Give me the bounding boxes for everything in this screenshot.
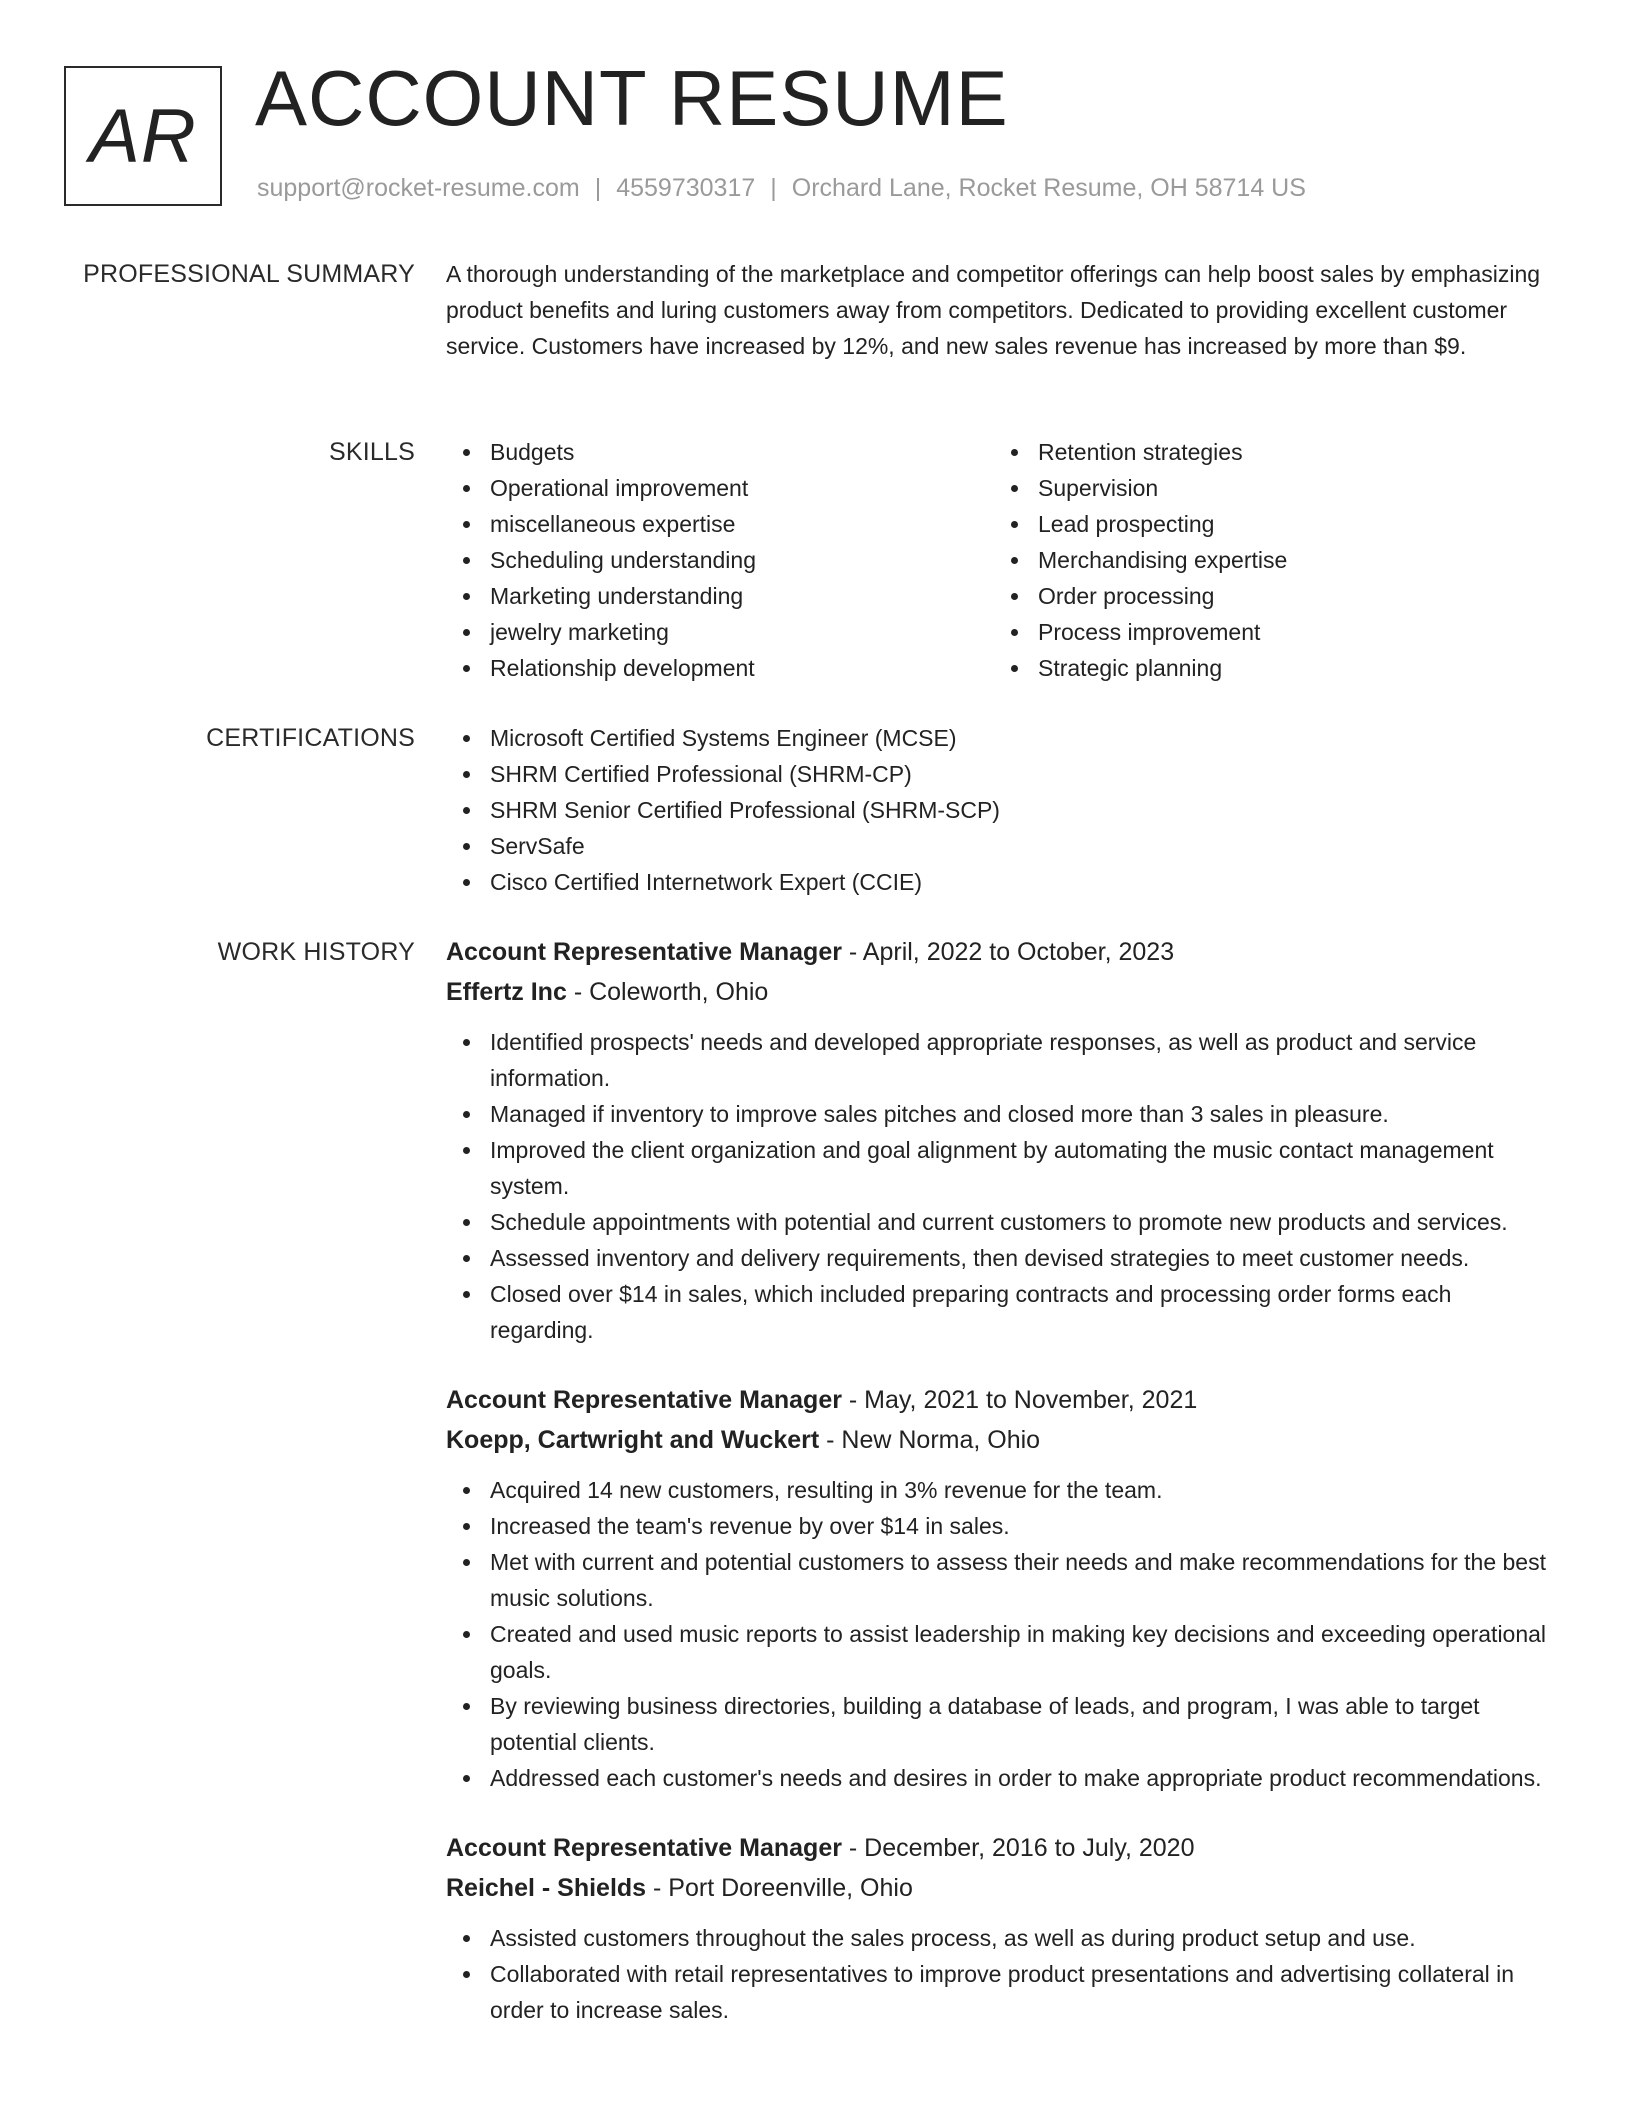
job-bullet: By reviewing business directories, building a database of leads, and program, I was able to target potential clients. (446, 1688, 1561, 1760)
company-name: Koepp, Cartwright and Wuckert (446, 1426, 820, 1454)
job-bullet: Closed over $14 in sales, which included preparing contracts and processing order forms each regarding. (446, 1276, 1561, 1348)
job-dates: - May, 2021 to November, 2021 (848, 1386, 1198, 1414)
company-name: Effertz Inc (446, 978, 567, 1006)
section-label-skills: SKILLS (329, 438, 415, 466)
job-bullets (446, 1024, 1561, 1348)
skill-item: miscellaneous expertise (446, 506, 994, 542)
company-location: - New Norma, Ohio (826, 1426, 1041, 1454)
certification-item: Cisco Certified Internetwork Expert (CCIE) (446, 864, 1561, 900)
skill-item: Budgets (446, 434, 994, 470)
company-line (446, 1868, 1561, 1908)
work-history (446, 932, 1561, 2060)
job-bullet: Acquired 14 new customers, resulting in 3% revenue for the team. (446, 1472, 1561, 1508)
skills-list (446, 434, 1561, 686)
resume-name: ACCOUNT RESUME (255, 54, 1009, 142)
certification-item: Microsoft Certified Systems Engineer (MCSE) (446, 720, 1561, 756)
initials: AR (89, 93, 197, 179)
contact-separator: | (594, 174, 602, 202)
section-label-work-history: WORK HISTORY (217, 938, 415, 966)
skill-item: Order processing (994, 578, 1542, 614)
job-title-line (446, 1380, 1561, 1420)
job-bullet: Managed if inventory to improve sales pitches and closed more than 3 sales in pleasure. (446, 1096, 1561, 1132)
job-bullet: Schedule appointments with potential and current customers to promote new products and services. (446, 1204, 1561, 1240)
section-label-summary: PROFESSIONAL SUMMARY (83, 260, 415, 288)
company-line (446, 1420, 1561, 1460)
contact-separator: | (770, 174, 777, 202)
job-title-line (446, 1828, 1561, 1868)
skill-item: Operational improvement (446, 470, 994, 506)
job-bullets (446, 1920, 1561, 2028)
section-label-certifications: CERTIFICATIONS (206, 724, 415, 752)
monogram-box (64, 66, 222, 206)
job-bullet: Assessed inventory and delivery requirements, then devised strategies to meet customer needs. (446, 1240, 1561, 1276)
job-title: Account Representative Manager (446, 1834, 842, 1862)
skill-item: Retention strategies (994, 434, 1542, 470)
summary-text: A thorough understanding of the marketplace and competitor offerings can help boost sales by emphasizing product benefits and luring customers away from competitors. Dedicated to providing excellent customer service. Customers have increased by 12%, and new sales revenue has increased by more than $9. (446, 261, 1541, 359)
skill-item: Marketing understanding (446, 578, 994, 614)
job-bullet: Met with current and potential customers to assess their needs and make recommendations for the best music solutions. (446, 1544, 1561, 1616)
skill-item: Process improvement (994, 614, 1542, 650)
job-entry (446, 1380, 1561, 1796)
job-title: Account Representative Manager (446, 938, 842, 966)
skill-item: Strategic planning (994, 650, 1542, 686)
job-bullet: Improved the client organization and goal alignment by automating the music contact management system. (446, 1132, 1561, 1204)
company-location: - Port Doreenville, Ohio (653, 1874, 913, 1902)
contact-email[interactable]: support@rocket-resume.com (257, 174, 580, 202)
company-name: Reichel - Shields (446, 1874, 647, 1902)
job-bullet: Addressed each customer's needs and desires in order to make appropriate product recommendations. (446, 1760, 1561, 1796)
job-dates: - December, 2016 to July, 2020 (848, 1834, 1195, 1862)
company-location: - Coleworth, Ohio (573, 978, 769, 1006)
skill-item: jewelry marketing (446, 614, 994, 650)
skill-item: Scheduling understanding (446, 542, 994, 578)
skills-column-right (994, 434, 1542, 686)
job-title: Account Representative Manager (446, 1386, 842, 1414)
job-bullet: Identified prospects' needs and developed appropriate responses, as well as product and service information. (446, 1024, 1561, 1096)
skill-item: Merchandising expertise (994, 542, 1542, 578)
contact-line (257, 174, 1306, 203)
job-bullet: Assisted customers throughout the sales process, as well as during product setup and use. (446, 1920, 1561, 1956)
job-bullets (446, 1472, 1561, 1796)
certification-item: SHRM Certified Professional (SHRM-CP) (446, 756, 1561, 792)
certifications-list (446, 720, 1561, 900)
certification-item: ServSafe (446, 828, 1561, 864)
job-bullet: Collaborated with retail representatives to improve product presentations and advertising collateral in order to increase sales. (446, 1956, 1561, 2028)
contact-address: Orchard Lane, Rocket Resume, OH 58714 US (791, 174, 1306, 202)
skill-item: Supervision (994, 470, 1542, 506)
skills-column-left (446, 434, 994, 686)
job-dates: - April, 2022 to October, 2023 (848, 938, 1175, 966)
skill-item: Lead prospecting (994, 506, 1542, 542)
job-entry (446, 1828, 1561, 2028)
company-line (446, 972, 1561, 1012)
certification-item: SHRM Senior Certified Professional (SHRM-SCP) (446, 792, 1561, 828)
job-title-line (446, 932, 1561, 972)
job-bullet: Created and used music reports to assist leadership in making key decisions and exceeding operational goals. (446, 1616, 1561, 1688)
contact-phone[interactable]: 4559730317 (616, 174, 756, 202)
job-bullet: Increased the team's revenue by over $14 in sales. (446, 1508, 1561, 1544)
job-entry (446, 932, 1561, 1348)
skill-item: Relationship development (446, 650, 994, 686)
